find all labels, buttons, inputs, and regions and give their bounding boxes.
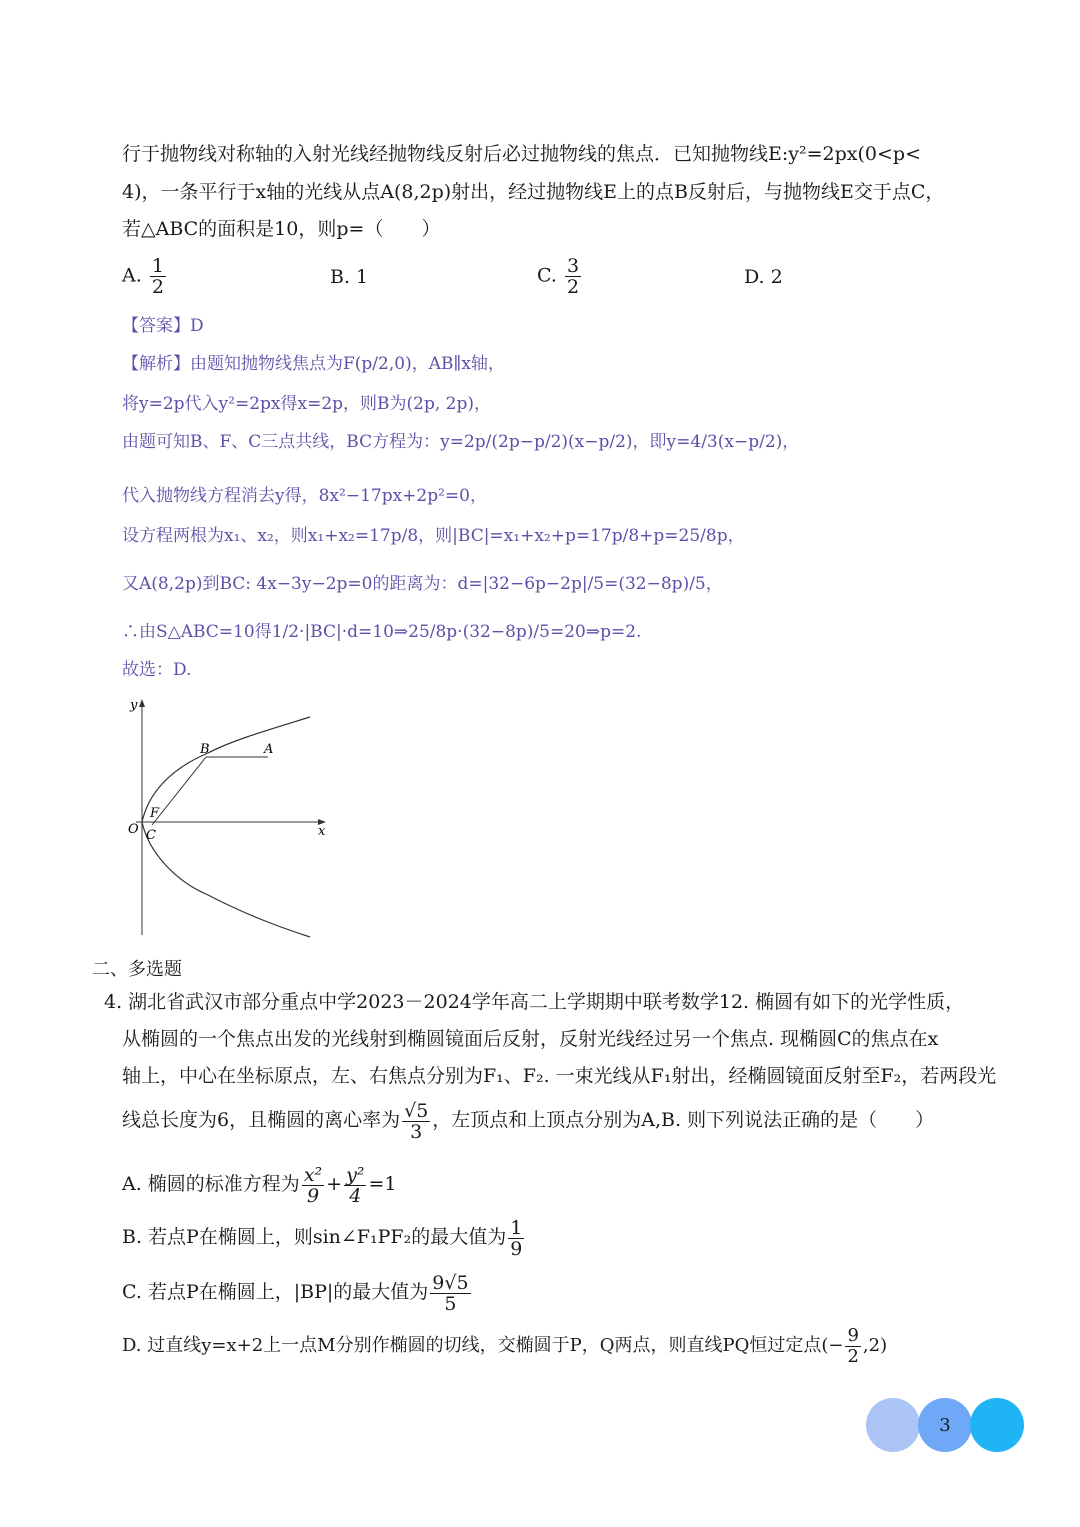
page-number: 3 (918, 1398, 972, 1452)
problem4-line4 (122, 1098, 934, 1142)
option-a-label: A. (122, 264, 142, 287)
option-c-denominator: 2 (566, 276, 580, 298)
solution-line2: 将y=2p代入y²=2px得x=2p，则B为(2p, 2p)， (122, 394, 491, 414)
ray-bc (152, 757, 206, 825)
option-a-frac2-num: y² (346, 1163, 365, 1186)
eccentricity-numerator: √5 (404, 1099, 429, 1122)
option-d-close: ,2) (862, 1335, 888, 1356)
label-x: x (318, 824, 326, 839)
option-a-equals: =1 (368, 1173, 397, 1195)
answer-tag: 【答案】D (122, 316, 204, 336)
option-c-numerator: 3 (566, 255, 580, 277)
problem4-line4-end: ，左顶点和上顶点分别为A,B. 则下列说法正确的是（ ） (432, 1109, 935, 1131)
problem4-option-b (122, 1215, 526, 1259)
option-c-den: 5 (444, 1292, 457, 1315)
option-c-label: C. (537, 264, 557, 287)
option-d-den: 2 (847, 1345, 859, 1367)
solution-line4: 代入抛物线方程消去y得，8x²−17px+2p²=0， (122, 486, 487, 506)
option-b-num: 1 (510, 1216, 523, 1239)
problem4-line1: 4. 湖北省武汉市部分重点中学2023－2024学年高二上学期期中联考数学12. 椭圆有如下的光学性质， (104, 991, 965, 1013)
option-a-text: A. 椭圆的标准方程为 (122, 1173, 300, 1195)
y-axis-arrow (139, 699, 145, 707)
problem4-line2: 从椭圆的一个焦点出发的光线射到椭圆镜面后反射，反射光线经过另一个焦点. 现椭圆C的焦点在x (122, 1028, 939, 1050)
parabola-figure (118, 695, 338, 940)
label-f: F (150, 806, 160, 821)
option-c-num: 9√5 (432, 1271, 469, 1294)
option-a-numerator: 1 (151, 255, 164, 277)
problem3-line1: 行于抛物线对称轴的入射光线经抛物线反射后必过抛物线的焦点．已知抛物线E:y²=2px(0<p< (122, 143, 922, 165)
page-number-badge (866, 1398, 1026, 1452)
option-d-text: D. 过直线y=x+2上一点M分别作椭圆的切线，交椭圆于P，Q两点，则直线PQ恒过定点 (122, 1335, 822, 1356)
label-c: C (146, 828, 156, 843)
option-a-frac1-num: x² (303, 1163, 323, 1186)
option-b-text: B. 若点P在椭圆上，则sin∠F₁PF₂的最大值为 (122, 1226, 507, 1248)
solution-line6: 又A(8,2p)到BC: 4x−3y−2p=0的距离为：d=|32−6p−2p|/5=(32−8p)/5， (122, 574, 723, 594)
label-a: A (264, 742, 274, 757)
solution-line3: 由题可知B、F、C三点共线，BC方程为：y=2p/(2p−p/2)(x−p/2)，即y=4/3(x−p/2)， (122, 432, 800, 452)
problem4-line4-start: 线总长度为6，且椭圆的离心率为 (122, 1109, 401, 1131)
option-c (537, 256, 583, 297)
option-d: D. 2 (744, 266, 783, 288)
option-a-denominator: 2 (151, 276, 164, 298)
problem4-line3: 轴上，中心在坐标原点，左、右焦点分别为F₁、F₂. 一束光线从F₁射出，经椭圆镜面反射至F₂，若两段光 (122, 1065, 997, 1087)
parabola-curve (142, 717, 310, 937)
solution-line8: 故选：D. (122, 660, 192, 680)
eccentricity-denominator: 3 (410, 1120, 423, 1143)
label-y: y (130, 698, 138, 713)
solution-line5: 设方程两根为x₁、x₂，则x₁+x₂=17p/8，则|BC|=x₁+x₂+p=17p/8+p=25/8p， (122, 526, 745, 546)
option-b: B. 1 (330, 266, 369, 288)
option-d-num: 9 (847, 1324, 859, 1346)
option-c-text: C. 若点P在椭圆上，|BP|的最大值为 (122, 1281, 429, 1303)
problem3-line2: 4)，一条平行于x轴的光线从点A(8,2p)射出，经过抛物线E上的点B反射后，与抛物线E交于点C， (122, 181, 945, 203)
solution-line7: ∴由S△ABC=10得1/2·|BC|·d=10⇒25/8p·(32−8p)/5=20⇒p=2. (122, 622, 642, 642)
problem4-option-d (122, 1324, 887, 1368)
problem3-line3: 若△ABC的面积是10，则p=（ ） (122, 218, 441, 240)
problem4-option-c (122, 1270, 473, 1314)
page-circle-left (866, 1398, 920, 1452)
option-a (122, 256, 168, 297)
problem4-option-a: A. 椭圆的标准方程为 $\frac{\text{x²}}{9}$ + $\frac{\text{y²}}{4}$ =1 (122, 1163, 397, 1207)
solution-line1: 【解析】由题知抛物线焦点为F(p/2,0)，AB∥x轴， (122, 354, 505, 374)
option-d-open: (− (821, 1335, 844, 1356)
option-b-den: 9 (510, 1237, 523, 1260)
page-circle-right (970, 1398, 1024, 1452)
section-heading: 二、多选题 (92, 959, 182, 980)
label-o: O (128, 822, 139, 837)
option-a-frac1-den: 9 (306, 1184, 320, 1207)
label-b: B (200, 742, 210, 757)
option-a-frac2-den: 4 (349, 1184, 362, 1207)
